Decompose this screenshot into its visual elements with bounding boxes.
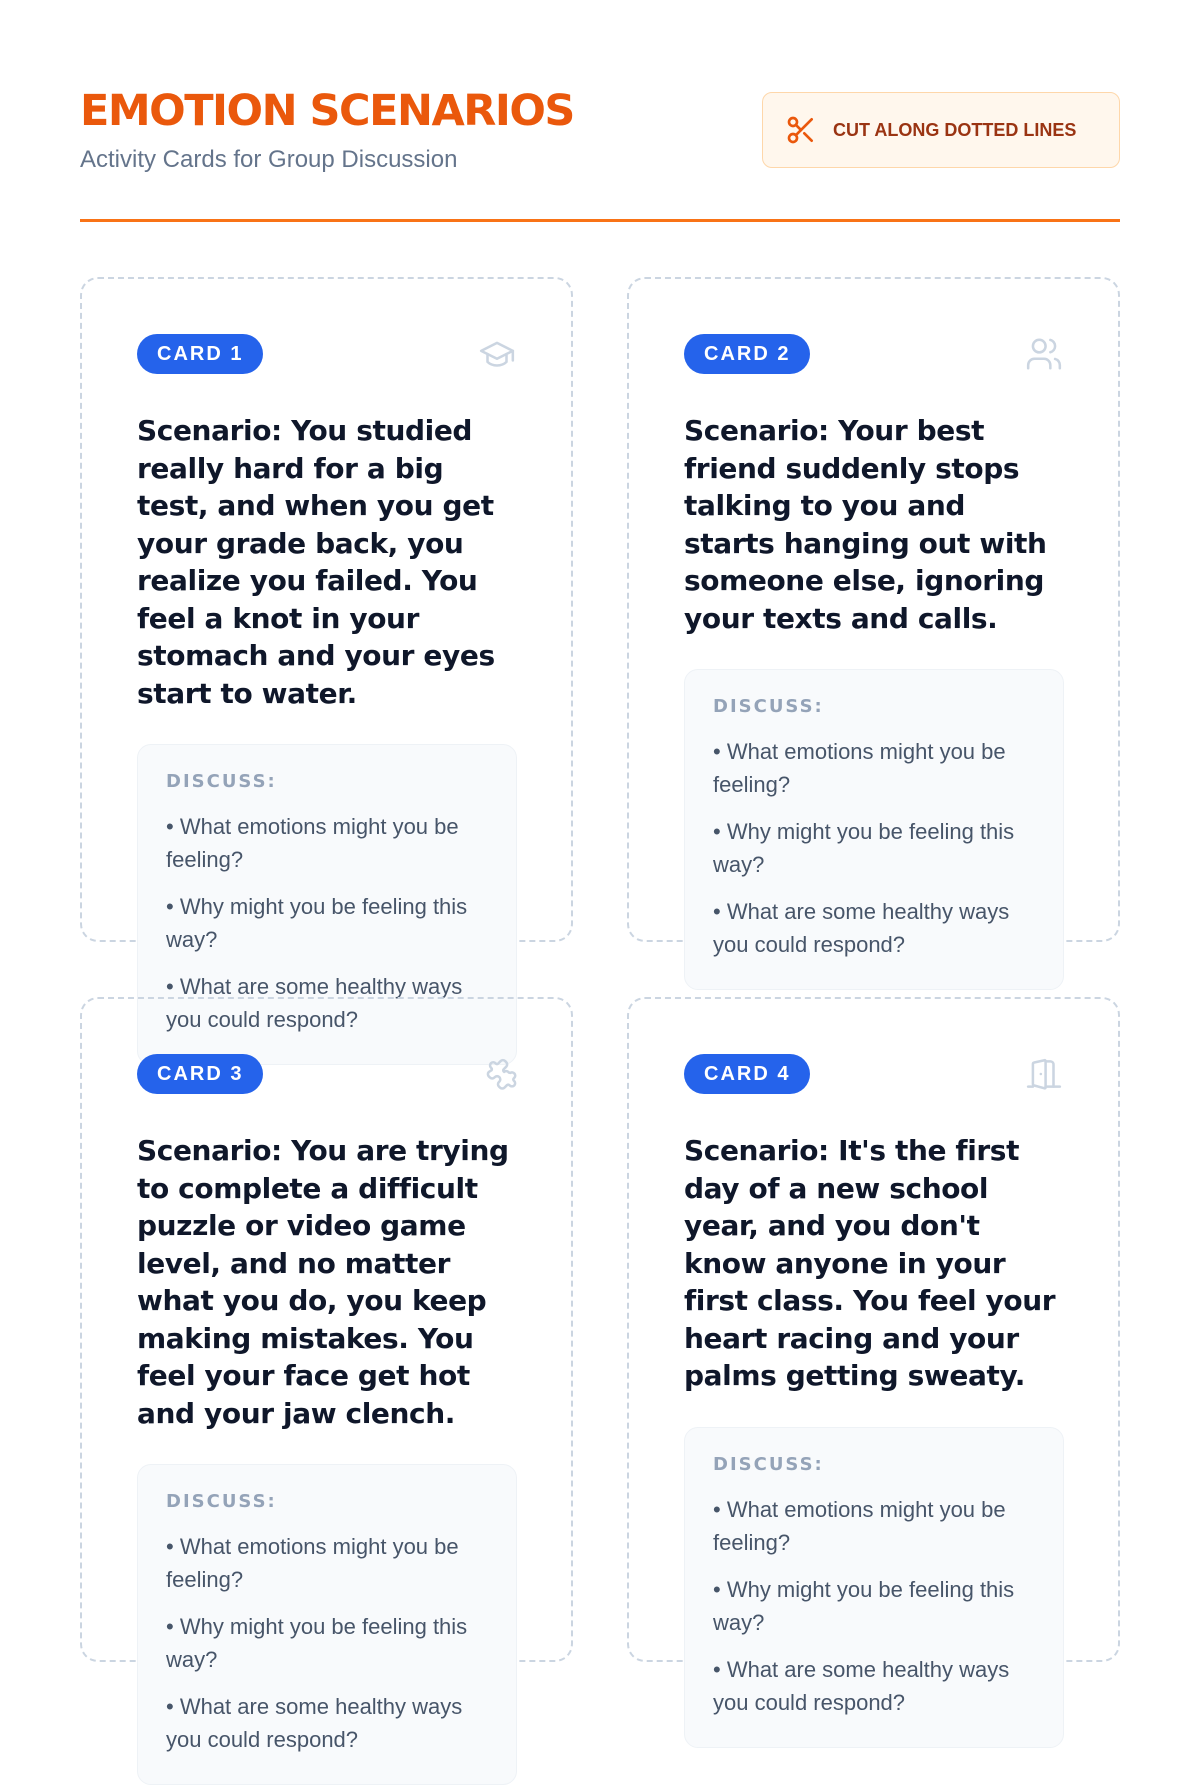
page-subtitle: Activity Cards for Group Discussion: [80, 146, 458, 173]
discuss-question: • What are some healthy ways you could respond?: [166, 1694, 463, 1752]
discuss-label: DISCUSS:: [166, 771, 277, 792]
discuss-question: • Why might you be feeling this way?: [713, 819, 1015, 877]
discuss-question: • What are some healthy ways you could respond?: [166, 974, 463, 1032]
discuss-box: [684, 669, 1064, 990]
discuss-question: • What emotions might you be feeling?: [713, 739, 1006, 797]
cut-instructions-badge: [762, 92, 1120, 168]
cut-instructions-label: CUT ALONG DOTTED LINES: [833, 119, 1077, 140]
puzzle-icon: [477, 1054, 517, 1094]
users-icon: [1024, 334, 1064, 374]
scenario-card-1: [80, 277, 573, 1032]
card-number-badge: CARD 3: [137, 1054, 263, 1094]
card-number-badge: CARD 1: [137, 334, 263, 374]
scenario-card-4: [627, 997, 1120, 1715]
scenario-card-3: [80, 997, 573, 1752]
discuss-question: • What emotions might you be feeling?: [166, 1534, 459, 1592]
page-title: EMOTION SCENARIOS: [80, 86, 574, 136]
page-header: [80, 80, 1120, 180]
discuss-question: • What are some healthy ways you could respond?: [713, 899, 1010, 957]
discuss-label: DISCUSS:: [713, 696, 824, 717]
scenario-card-2: [627, 277, 1120, 957]
discuss-question: • Why might you be feeling this way?: [166, 894, 468, 952]
scenario-text: Scenario: Your best friend suddenly stops talking to you and starts hanging out with someone else, ignoring your texts and calls.: [684, 414, 1047, 635]
discuss-question: • Why might you be feeling this way?: [713, 1576, 1015, 1635]
scenario-text: Scenario: It's the first day of a new school year, and you don't know anyone in your first class. You feel your heart racing and your palms getting sweaty.: [684, 1134, 1056, 1392]
card-number-badge: CARD 2: [684, 334, 810, 374]
scissors-icon: [785, 114, 817, 146]
card-number-badge: CARD 4: [684, 1054, 810, 1094]
discuss-question: • Why might you be feeling this way?: [166, 1614, 468, 1672]
graduation-cap-icon: [477, 334, 517, 374]
discuss-box: [684, 1427, 1064, 1748]
discuss-question: • What are some healthy ways you could respond?: [713, 1656, 1010, 1715]
discuss-question: • What emotions might you be feeling?: [713, 1496, 1006, 1555]
discuss-box: [137, 1464, 517, 1785]
scenario-text: Scenario: You studied really hard for a big test, and when you get your grade back, you realize you failed. You feel a knot in your stomach and your eyes start to water.: [137, 414, 495, 710]
door-icon: [1024, 1054, 1064, 1094]
discuss-label: DISCUSS:: [166, 1491, 277, 1512]
scenario-text: Scenario: You are trying to complete a difficult puzzle or video game level, and no matter what you do, you keep making mistakes. You feel your face get hot and your jaw clench.: [137, 1134, 509, 1430]
discuss-label: DISCUSS:: [713, 1453, 824, 1475]
header-divider: [80, 219, 1120, 222]
discuss-question: • What emotions might you be feeling?: [166, 814, 459, 872]
